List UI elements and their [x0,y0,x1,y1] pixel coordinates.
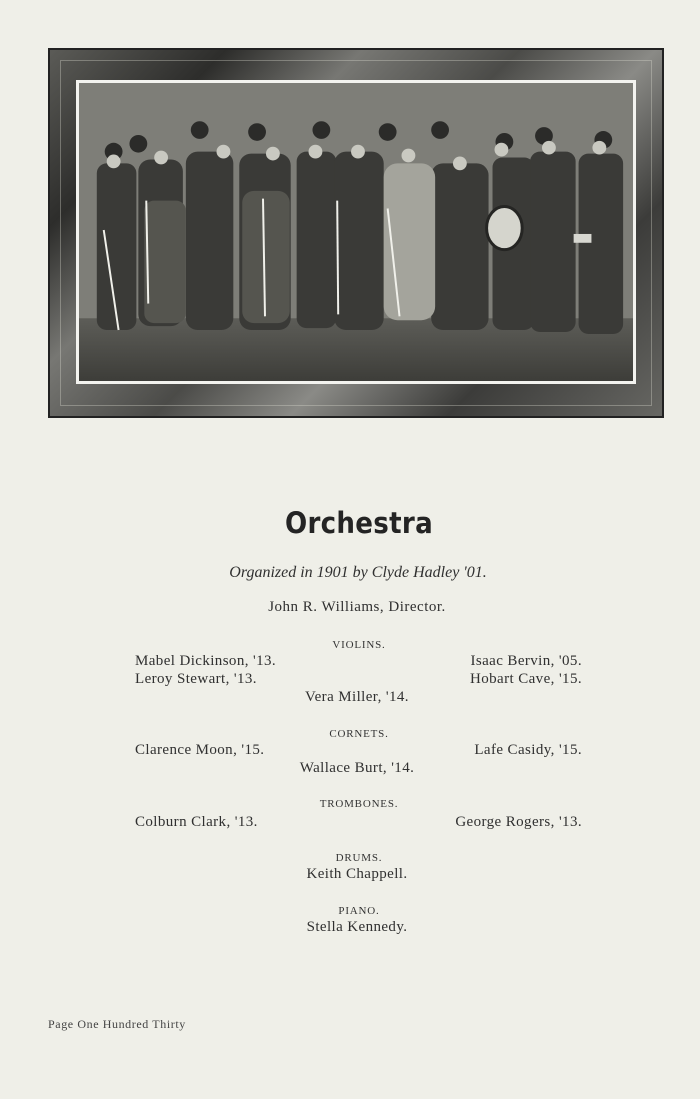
member-trombone: George Rogers, '13. [455,814,582,830]
member-violin: Isaac Bervin, '05. [470,653,582,669]
orchestra-photo [76,80,636,384]
orchestra-photo-image [79,83,633,381]
member-drums: Keith Chappell. [306,866,408,882]
member-piano: Stella Kennedy. [306,919,408,935]
member-cornet: Lafe Casidy, '15. [474,742,582,758]
member-violin: Leroy Stewart, '13. [135,671,257,687]
photo-frame [48,48,664,418]
section-label-piano: PIANO. [338,905,380,917]
director-line: John R. Williams, Director. [268,599,446,615]
page-subtitle: Organized in 1901 by Clyde Hadley '01. [229,564,487,581]
member-cornet: Clarence Moon, '15. [135,742,265,758]
page-title: Orchestra [285,506,433,540]
member-violin: Vera Miller, '14. [305,689,409,705]
section-label-trombones: TROMBONES. [319,798,399,810]
section-label-violins: VIOLINS. [332,639,386,651]
page-footer: Page One Hundred Thirty [48,1017,186,1031]
member-violin: Hobart Cave, '15. [470,671,582,687]
section-label-cornets: CORNETS. [329,728,389,740]
member-trombone: Colburn Clark, '13. [135,814,258,830]
member-violin: Mabel Dickinson, '13. [135,653,277,669]
member-cornet: Wallace Burt, '14. [299,760,415,776]
section-label-drums: DRUMS. [335,852,383,864]
